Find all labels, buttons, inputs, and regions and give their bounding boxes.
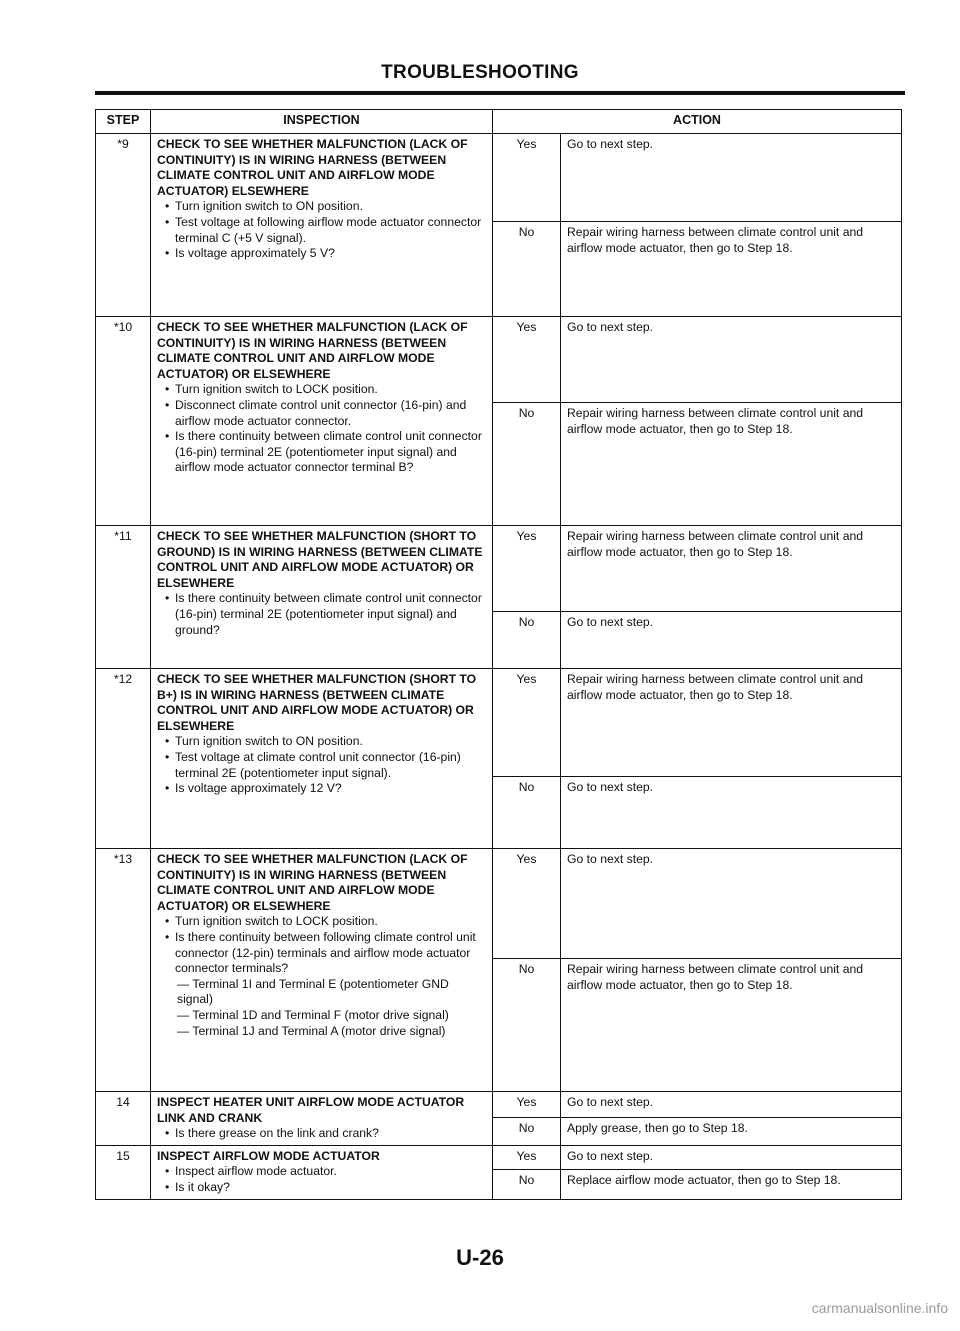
- page-number: U-26: [456, 1245, 504, 1270]
- inspection-cell: [151, 669, 493, 849]
- no-label: No: [493, 612, 561, 669]
- yes-label: Yes: [493, 317, 561, 403]
- yes-action: Go to next step.: [561, 134, 902, 222]
- no-action: Replace airflow mode actuator, then go to Step 18.: [561, 1170, 902, 1199]
- yes-label: Yes: [493, 134, 561, 222]
- inspection-heading: CHECK TO SEE WHETHER MALFUNCTION (LACK OF CONTINUITY) IS IN WIRING HARNESS (BETWEEN CLIMATE CONTROL UNIT AND AIRFLOW MODE ACTUATOR) OR ELSEWHERE: [157, 852, 468, 913]
- no-label: No: [493, 1118, 561, 1146]
- no-action: Apply grease, then go to Step 18.: [561, 1118, 902, 1146]
- troubleshooting-table: [95, 109, 902, 1200]
- inspection-bullet: • Turn ignition switch to LOCK position.: [157, 382, 486, 398]
- table-row: [96, 526, 902, 612]
- inspection-bullets: [157, 591, 486, 638]
- step-number: 14: [96, 1092, 151, 1146]
- yes-label: Yes: [493, 849, 561, 959]
- inspection-bullet: • Is voltage approximately 5 V?: [157, 246, 486, 262]
- inspection-heading: INSPECT HEATER UNIT AIRFLOW MODE ACTUATOR LINK AND CRANK: [157, 1095, 465, 1125]
- inspection-heading: CHECK TO SEE WHETHER MALFUNCTION (SHORT TO GROUND) IS IN WIRING HARNESS (BETWEEN CLIMATE CONTROL UNIT AND AIRFLOW MODE ACTUATOR) OR ELSEWHERE: [157, 529, 483, 590]
- no-label: No: [493, 222, 561, 317]
- no-label: No: [493, 959, 561, 1092]
- no-action: Repair wiring harness between climate control unit and airflow mode actuator, then go to Step 18.: [561, 959, 902, 1092]
- table-row: [96, 1092, 902, 1118]
- inspection-cell: [151, 1145, 493, 1199]
- inspection-bullet: • Turn ignition switch to ON position.: [157, 734, 486, 750]
- table-header-row: [96, 110, 902, 134]
- inspection-cell: [151, 526, 493, 669]
- no-action: Repair wiring harness between climate control unit and airflow mode actuator, then go to Step 18.: [561, 222, 902, 317]
- terminal-pair-item: — Terminal 1I and Terminal E (potentiometer GND signal): [177, 976, 449, 1007]
- column-header-inspection: INSPECTION: [151, 110, 493, 134]
- watermark: carmanualsonline.info: [811, 1300, 948, 1316]
- no-action: Go to next step.: [561, 612, 902, 669]
- no-label: No: [493, 1170, 561, 1199]
- inspection-bullet: • Is it okay?: [157, 1180, 486, 1196]
- column-header-action: ACTION: [493, 110, 902, 134]
- inspection-cell: [151, 1092, 493, 1146]
- page-title: TROUBLESHOOTING: [381, 62, 579, 83]
- terminal-pair-item: — Terminal 1D and Terminal F (motor drive signal): [177, 1007, 449, 1022]
- no-action: Go to next step.: [561, 777, 902, 849]
- inspection-bullet: • Test voltage at climate control unit connector (16-pin) terminal 2E (potentiometer input signal).: [157, 750, 486, 781]
- inspection-bullets: [157, 1126, 486, 1142]
- step-number: *9: [96, 134, 151, 317]
- no-label: No: [493, 777, 561, 849]
- table-row: [96, 849, 902, 959]
- terminal-pair-item: — Terminal 1J and Terminal A (motor drive signal): [177, 1023, 446, 1038]
- inspection-heading: CHECK TO SEE WHETHER MALFUNCTION (LACK OF CONTINUITY) IS IN WIRING HARNESS (BETWEEN CLIMATE CONTROL UNIT AND AIRFLOW MODE ACTUATOR) ELSEWHERE: [157, 137, 468, 198]
- inspection-cell: [151, 317, 493, 526]
- inspection-bullet: • Is there continuity between climate control unit connector (16-pin) terminal 2E (potentiometer input signal) and airflow mode actuator connector terminal B?: [157, 429, 486, 476]
- inspection-bullet: • Inspect airflow mode actuator.: [157, 1164, 486, 1180]
- yes-label: Yes: [493, 669, 561, 777]
- inspection-bullet: • Test voltage at following airflow mode actuator connector terminal C (+5 V signal).: [157, 215, 486, 246]
- yes-action: Go to next step.: [561, 317, 902, 403]
- inspection-cell: [151, 849, 493, 1092]
- yes-action: Go to next step.: [561, 1145, 902, 1170]
- title-rule: [95, 91, 905, 95]
- step-number: *10: [96, 317, 151, 526]
- inspection-bullet: • Is voltage approximately 12 V?: [157, 781, 486, 797]
- inspection-bullet: • Turn ignition switch to ON position.: [157, 199, 486, 215]
- table-row: [96, 317, 902, 403]
- inspection-bullets: [157, 1164, 486, 1195]
- yes-label: Yes: [493, 526, 561, 612]
- inspection-bullet: • Is there continuity between following climate control unit connector (12-pin) terminals and airflow mode actuator connector terminals?: [157, 930, 486, 977]
- table-row: [96, 1145, 902, 1170]
- yes-label: Yes: [493, 1145, 561, 1170]
- no-label: No: [493, 403, 561, 526]
- yes-label: Yes: [493, 1092, 561, 1118]
- inspection-cell: [151, 134, 493, 317]
- yes-action: Repair wiring harness between climate control unit and airflow mode actuator, then go to Step 18.: [561, 669, 902, 777]
- inspection-bullets: [157, 199, 486, 261]
- inspection-heading: CHECK TO SEE WHETHER MALFUNCTION (SHORT TO B+) IS IN WIRING HARNESS (BETWEEN CLIMATE CONTROL UNIT AND AIRFLOW MODE ACTUATOR) OR ELSEWHERE: [157, 672, 477, 733]
- inspection-bullet: • Disconnect climate control unit connector (16-pin) and airflow mode actuator connector.: [157, 398, 486, 429]
- inspection-bullet: • Is there continuity between climate control unit connector (16-pin) terminal 2E (potentiometer input signal) and ground?: [157, 591, 486, 638]
- table-row: [96, 134, 902, 222]
- step-number: *11: [96, 526, 151, 669]
- step-number: *13: [96, 849, 151, 1092]
- inspection-bullet: • Turn ignition switch to LOCK position.: [157, 914, 486, 930]
- yes-action: Go to next step.: [561, 1092, 902, 1118]
- column-header-step: STEP: [96, 110, 151, 134]
- yes-action: Go to next step.: [561, 849, 902, 959]
- step-number: 15: [96, 1145, 151, 1199]
- inspection-heading: CHECK TO SEE WHETHER MALFUNCTION (LACK OF CONTINUITY) IS IN WIRING HARNESS (BETWEEN CLIMATE CONTROL UNIT AND AIRFLOW MODE ACTUATOR) OR ELSEWHERE: [157, 320, 468, 381]
- inspection-bullets: [157, 382, 486, 476]
- inspection-bullets: [157, 734, 486, 796]
- table-row: [96, 669, 902, 777]
- yes-action: Repair wiring harness between climate control unit and airflow mode actuator, then go to Step 18.: [561, 526, 902, 612]
- no-action: Repair wiring harness between climate control unit and airflow mode actuator, then go to Step 18.: [561, 403, 902, 526]
- step-number: *12: [96, 669, 151, 849]
- inspection-heading: INSPECT AIRFLOW MODE ACTUATOR: [157, 1148, 380, 1163]
- inspection-bullet: • Is there grease on the link and crank?: [157, 1126, 486, 1142]
- inspection-bullets: [157, 914, 486, 976]
